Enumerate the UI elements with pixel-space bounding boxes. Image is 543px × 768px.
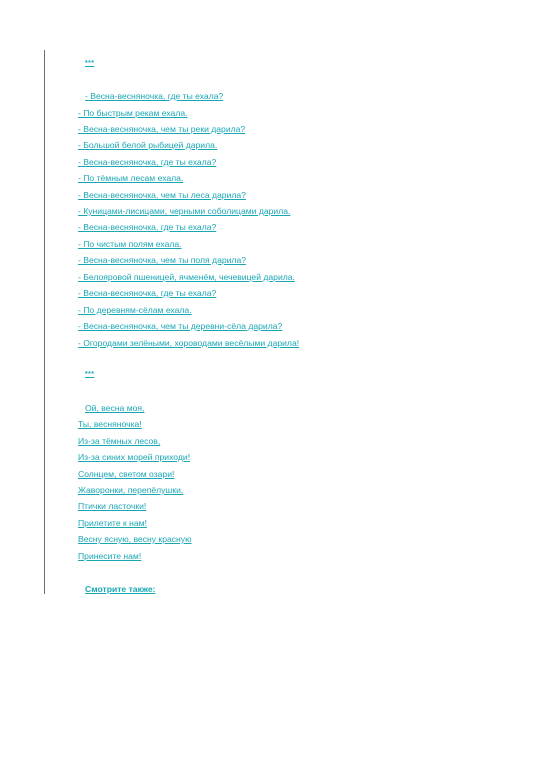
verse-line[interactable]: - Весна-весняночка, где ты ехала? <box>78 157 217 167</box>
verse-line[interactable]: Ты, весняночка! <box>78 419 142 429</box>
verse-line[interactable]: Птички ласточки! <box>78 501 147 511</box>
verse-line[interactable]: Солнцем, светом озари! <box>78 469 175 479</box>
verse-line[interactable]: - По тёмным лесам ехала. <box>78 173 184 183</box>
verse-line[interactable]: Ой, весна моя, <box>85 403 145 413</box>
verse-line[interactable]: Из-за тёмных лесов, <box>78 436 161 446</box>
verse-line[interactable]: - Весна-весняночка, чем ты реки дарила? <box>78 124 246 134</box>
verse-line[interactable]: - Куницами-лисицами, черными соболицами дарила. <box>78 206 291 216</box>
see-also-heading[interactable]: Смотрите также: <box>85 584 156 594</box>
verse-line[interactable]: Из-за синих морей приходи! <box>78 452 191 462</box>
verse-line[interactable]: Прилетите к нам! <box>78 518 147 528</box>
verse-line[interactable]: - Весна-весняночка, где ты ехала? <box>78 288 217 298</box>
verse-line[interactable]: - Весна-весняночка, где ты ехала? <box>78 222 217 232</box>
verse-line[interactable]: - По деревням-сёлам ехала. <box>78 305 192 315</box>
verse-line[interactable]: Весну ясную, весну красную <box>78 534 192 544</box>
verse-line[interactable]: - Большой белой рыбицей дарила. <box>78 140 218 150</box>
verse-line[interactable]: Принесите нам! <box>78 551 142 561</box>
verse-line[interactable]: - По быстрым рекам ехала. <box>78 108 188 118</box>
verse-line[interactable]: - Весна-весняночка, чем ты леса дарила? <box>78 190 246 200</box>
verse-line[interactable]: - Белояровой пшеницей, ячменём, чечевицей дарила. <box>78 272 295 282</box>
verse-line[interactable]: - Весна-весняночка, чем ты поля дарила? <box>78 255 247 265</box>
section-separator: *** <box>85 60 95 67</box>
section-separator: *** <box>85 371 95 378</box>
verse-line[interactable]: - Огородами зелёными, хороводами весёлыми дарила! <box>78 338 300 348</box>
verse-line[interactable]: - Весна-весняночка, где ты ехала? <box>85 91 224 101</box>
verse-line[interactable]: - По чистым полям ехала. <box>78 239 182 249</box>
verse-line[interactable]: Жаворонки, перепёлушки, <box>78 485 184 495</box>
verse-line[interactable]: - Весна-весняночка, чем ты деревни-сёла дарила? <box>78 321 283 331</box>
